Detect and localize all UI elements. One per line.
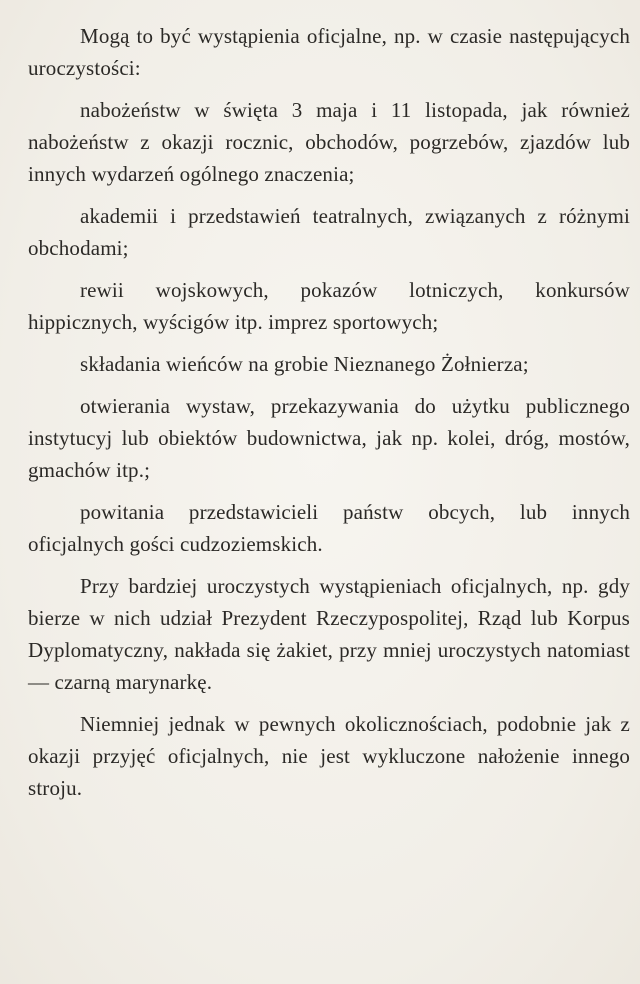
paragraph-church-services: nabożeństw w święta 3 maja i 11 listopada, jak również nabożeństw z okazji rocznic, obchodów, pogrzebów, zjazdów lub innych wydarzeń ogólnego znaczenia; xyxy=(28,98,630,186)
paragraph-formal-attire: Przy bardziej uroczystych wystąpieniach oficjalnych, np. gdy bierze w nich udział Prezydent Rzeczypospolitej, Rząd lub Korpus Dyplomatyczny, nakłada się żakiet, przy mniej uroczystych natomiast — czarną marynarkę. xyxy=(28,574,630,694)
paragraph-academies-theatre: akademii i przedstawień teatralnych, związanych z różnymi obchodami; xyxy=(28,204,630,260)
paragraph-welcoming-guests: powitania przedstawicieli państw obcych, lub innych oficjalnych gości cudzoziemskich. xyxy=(28,500,630,556)
paragraph-wreath-laying: składania wieńców na grobie Nieznanego Żołnierza; xyxy=(80,352,529,376)
paragraph-openings: otwierania wystaw, przekazywania do użytku publicznego instytucyj lub obiektów budownictwa, jak np. kolei, dróg, mostów, gmachów itp.; xyxy=(28,394,630,482)
paragraph-intro: Mogą to być wystąpienia oficjalne, np. w czasie następujących uroczystości: xyxy=(28,24,630,80)
paragraph-other-attire: Niemniej jednak w pewnych okolicznościach, podobnie jak z okazji przyjęć oficjalnych, nie jest wykluczone nałożenie innego stroju. xyxy=(28,712,630,800)
paragraph-military-sports: rewii wojskowych, pokazów lotniczych, konkursów hippicznych, wyścigów itp. imprez sportowych; xyxy=(28,278,630,334)
